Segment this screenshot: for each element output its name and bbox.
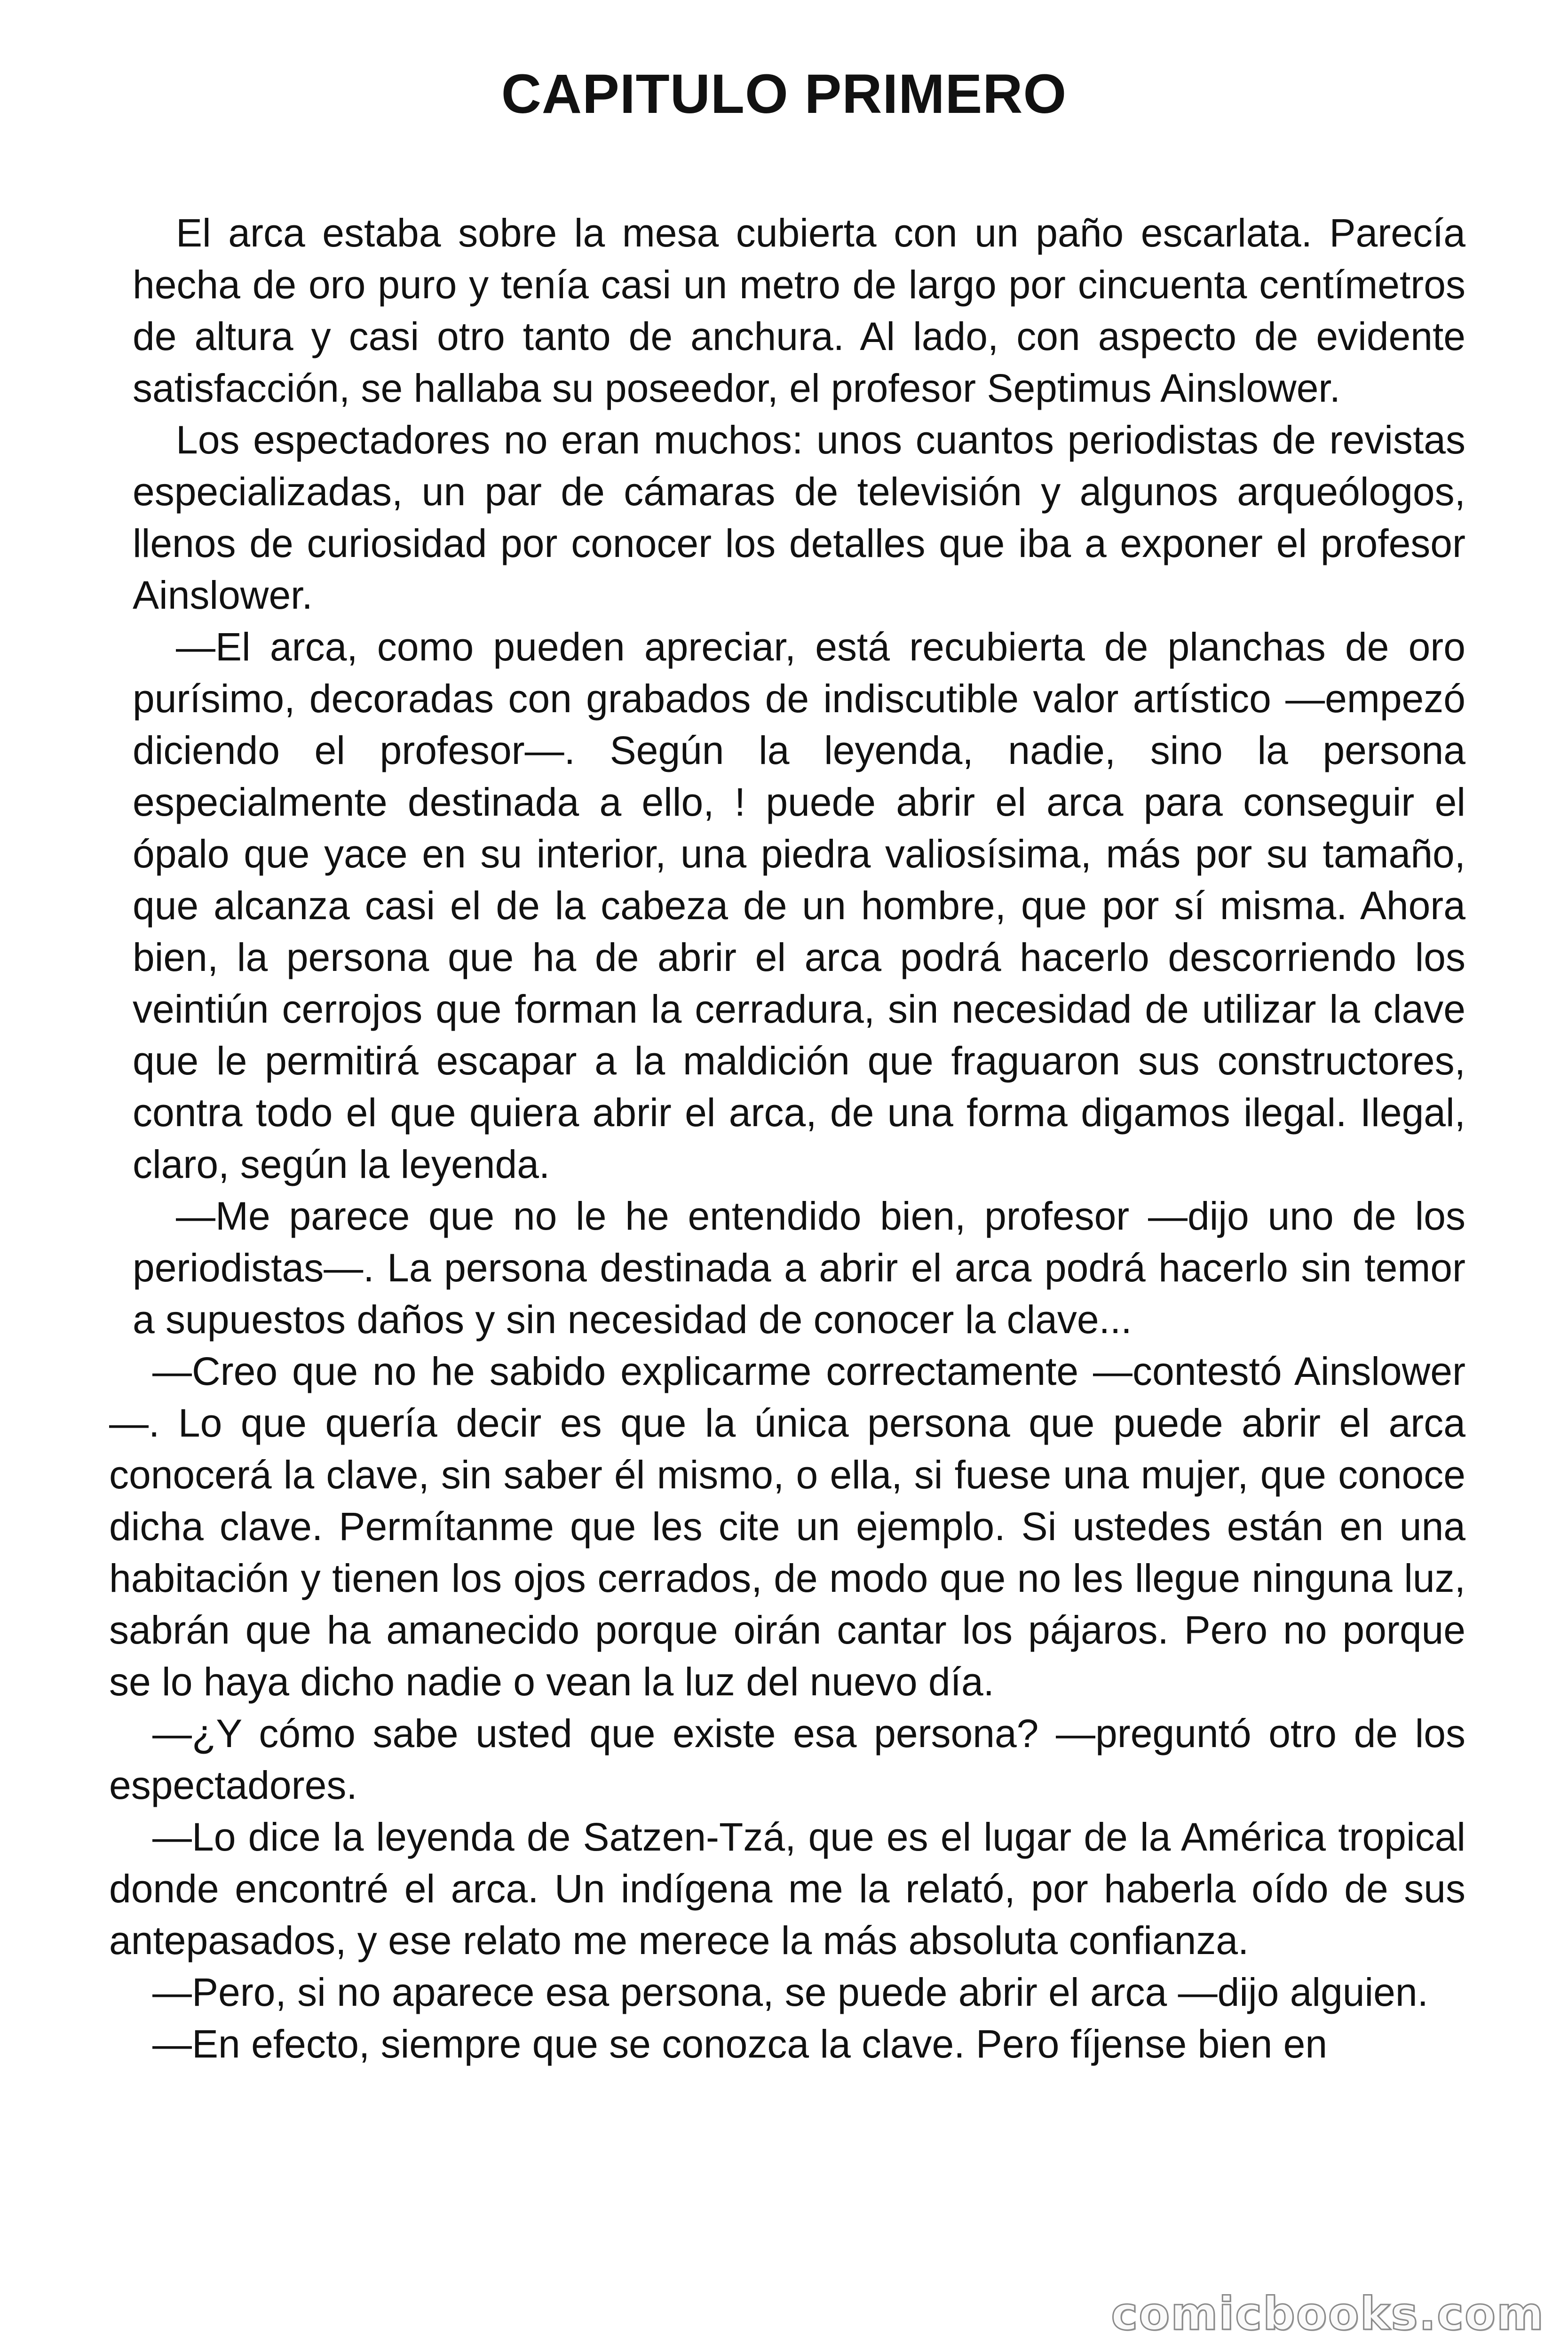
site-watermark: comicbooks.com [1111,2288,1544,2340]
paragraph: —El arca, como pueden apreciar, está recubierta de planchas de oro purísimo, decoradas con grabados de indiscutible valor artístico —empezó diciendo el profesor—. Según la leyenda, nadie, sino la persona especialmente destinada a ello, ! puede abrir el arca para conseguir el ópalo que yace en su interior, una piedra valiosísima, más por su tamaño, que alcanza casi el de la cabeza de un hombre, que por sí misma. Ahora bien, la persona que ha de abrir el arca podrá hacerlo descorriendo los veintiún cerrojos que forman la cerradura, sin necesidad de utilizar la clave que le permitirá escapar a la maldición que fraguaron sus constructores, contra todo el que quiera abrir el arca, de una forma digamos ilegal. Ilegal, claro, según la leyenda. [133,625,1465,1186]
paragraph: —Creo que no he sabido explicarme correctamente —contestó Ainslower—. Lo que quería decir es que la única persona que puede abrir el arca conocerá la clave, sin saber él mismo, o ella, si fuese una mujer, que conoce dicha clave. Permítanme que les cite un ejemplo. Si ustedes están en una habitación y tienen los ojos cerrados, de modo que no les llegue ninguna luz, sabrán que ha amanecido porque oirán cantar los pájaros. Pero no porque se lo haya dicho nadie o vean la luz del nuevo día. [109,1349,1465,1704]
paragraph: —En efecto, siempre que se conozca la clave. Pero fíjense bien en [152,2022,1328,2066]
chapter-body [109,207,1465,2070]
paragraph: El arca estaba sobre la mesa cubierta con un paño escarlata. Parecía hecha de oro puro y tenía casi un metro de largo por cincuenta centímetros de altura y casi otro tanto de anchura. Al lado, con aspecto de evidente satisfacción, se hallaba su poseedor, el profesor Septimus Ainslower. [133,211,1465,410]
chapter-title: CAPITULO PRIMERO [501,63,1067,125]
paragraph: —¿Y cómo sabe usted que existe esa persona? —preguntó otro de los espectadores. [109,1711,1465,1807]
paragraph: —Pero, si no aparece esa persona, se puede abrir el arca —dijo alguien. [152,1970,1428,2014]
paragraph: Los espectadores no eran muchos: unos cuantos periodistas de revistas especializadas, un par de cámaras de televisión y algunos arqueólogos, llenos de curiosidad por conocer los detalles que iba a exponer el profesor Ainslower. [133,418,1465,617]
paragraph: —Lo dice la leyenda de Satzen-Tzá, que es el lugar de la América tropical donde encontré el arca. Un indígena me la relató, por haberla oído de sus antepasados, y ese relato me merece la más absoluta confianza. [109,1815,1465,1963]
paragraph: —Me parece que no le he entendido bien, profesor —dijo uno de los periodistas—. La persona destinada a abrir el arca podrá hacerlo sin temor a supuestos daños y sin necesidad de conocer la clave... [133,1194,1465,1342]
